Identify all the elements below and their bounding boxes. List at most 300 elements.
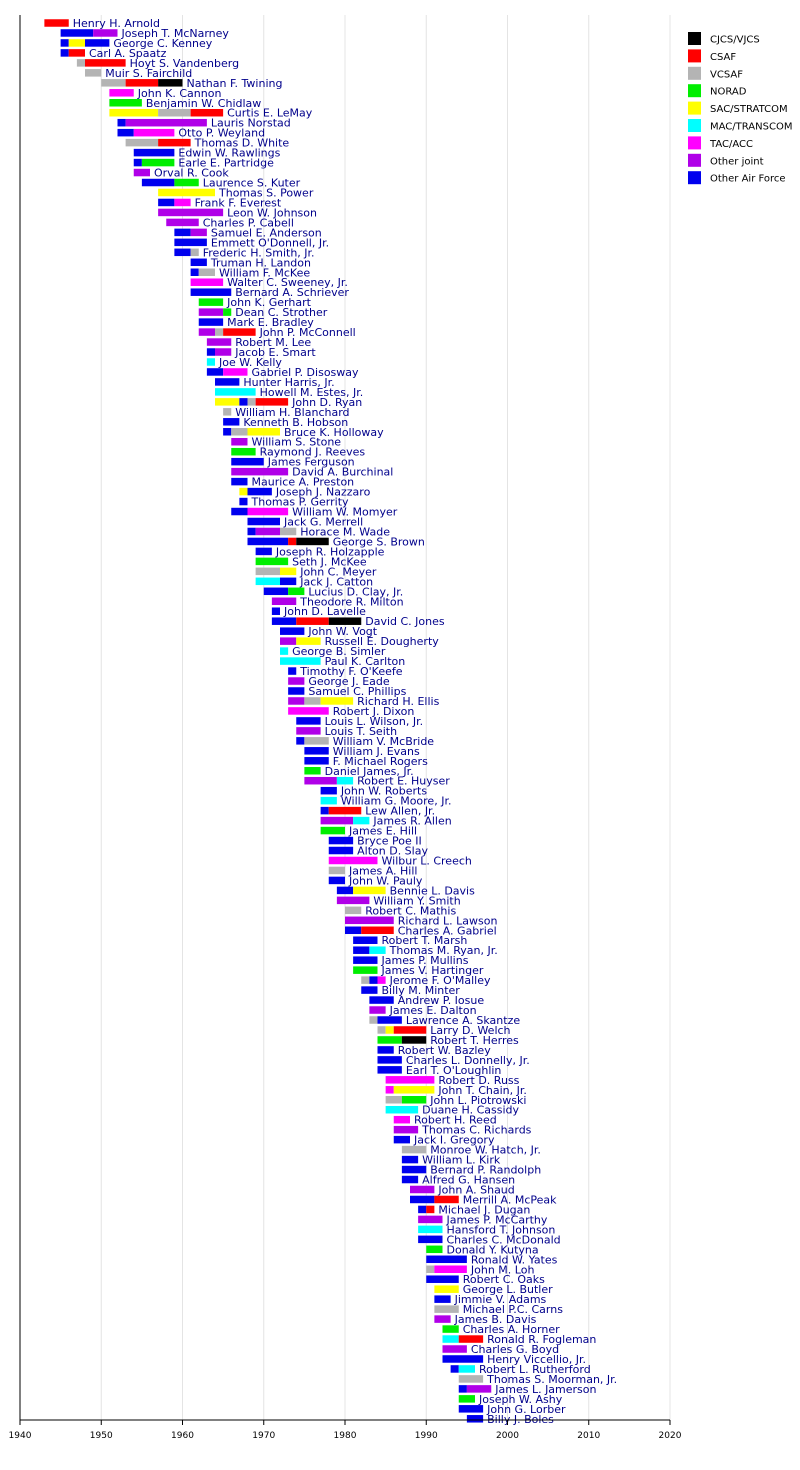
x-tick-label-1990: 1990 [414,1431,438,1441]
officer-label: William Y. Smith [373,894,461,908]
officer-label: George S. Brown [332,535,425,549]
officer-label: Robert H. Reed [414,1113,497,1127]
bar-segment-81-0 [321,827,345,835]
officer-label: Charles G. Boyd [470,1343,560,1357]
bar-segment-38-0 [215,398,239,406]
officer-label: Walter C. Sweeney, Jr. [227,276,348,290]
bar-segment-16-0 [142,179,175,187]
officer-label: John D. Lavelle [284,605,366,619]
bar-segment-71-0 [296,727,320,735]
bar-segment-114-0 [402,1156,418,1164]
officer-label: Bernard A. Schriever [235,286,349,300]
bar-segment-65-0 [288,667,296,675]
officer-label: Lauris Norstad [210,116,291,130]
officer-label: William J. Evans [332,744,420,758]
officer-label: John A. Shaud [438,1183,515,1197]
legend-label-no: NORAD [710,86,747,98]
bar-segment-66-0 [288,677,304,685]
officer-label: Daniel James, Jr. [324,764,414,778]
bar-segment-33-1 [215,348,231,356]
bar-segment-73-0 [304,747,328,755]
officer-label: Curtis E. LeMay [227,106,313,120]
bar-segment-41-1 [231,428,247,436]
bar-segment-49-1 [248,508,289,516]
bar-segment-109-0 [386,1106,419,1114]
bar-segment-137-1 [467,1385,491,1393]
bar-segment-31-0 [199,328,215,336]
officer-label: David A. Burchinal [292,465,394,479]
bar-segment-51-2 [280,528,296,536]
bar-segment-57-1 [288,588,304,596]
bar-segment-64-0 [280,657,321,665]
bar-segment-60-1 [296,617,329,625]
officer-label: Gabriel P. Disosway [251,365,359,379]
bar-segment-5-0 [85,69,101,77]
bar-segment-135-1 [459,1365,475,1373]
bar-segment-119-1 [426,1206,434,1214]
officer-label: Robert D. Russ [438,1073,520,1087]
legend-swatch-sa [688,102,701,115]
bar-segment-135-0 [451,1365,459,1373]
officer-label: Billy J. Boles [487,1412,554,1426]
bar-segment-23-1 [191,249,199,257]
bar-segment-123-0 [426,1246,442,1254]
officer-label: Bryce Poe II [357,834,422,848]
bar-segment-10-0 [118,119,126,127]
bar-segment-10-1 [126,119,207,127]
officer-label: Bruce K. Holloway [284,425,384,439]
bar-segment-12-1 [158,139,191,147]
bar-segment-93-0 [353,946,369,954]
officer-label: Leon W. Johnson [227,206,317,220]
bar-segment-94-0 [353,956,377,964]
officer-label: Charles A. Horner [462,1323,560,1337]
officer-label: Charles P. Cabell [202,216,294,230]
bar-segment-103-0 [378,1046,394,1054]
bar-segment-100-1 [378,1016,402,1024]
legend-label-cj: CJCS/VJCS [710,34,760,46]
bar-segment-132-0 [443,1335,459,1343]
officer-label: Timothy F. O'Keefe [300,665,403,679]
officer-label: Kenneth B. Hobson [243,415,349,429]
officer-label: Seth J. McKee [292,555,367,569]
officer-label: James R. Allen [373,814,452,828]
bar-segment-133-0 [443,1345,467,1353]
bar-segment-53-0 [256,548,272,556]
officer-label: David C. Jones [365,615,445,629]
bar-segment-12-0 [126,139,159,147]
bar-segment-52-0 [248,538,289,546]
officer-label: James Ferguson [267,455,355,469]
bar-segment-19-0 [158,209,223,217]
bar-segment-74-0 [304,757,328,765]
officer-label: John D. Ryan [292,395,363,409]
officer-label: William L. Kirk [422,1153,501,1167]
officer-label: Muir S. Fairchild [105,66,193,80]
legend-label-ta: TAC/ACC [710,138,753,150]
bar-segment-96-1 [369,976,377,984]
officer-label: Samuel C. Phillips [308,684,407,698]
bar-segment-41-0 [223,428,231,436]
bar-segment-93-1 [369,946,385,954]
officer-label: John K. Gerhart [227,296,311,310]
bar-segment-87-0 [337,887,353,895]
bar-segment-38-1 [239,398,247,406]
officer-label: Henry H. Arnold [72,17,160,30]
legend-label-oa: Other Air Force [710,173,786,185]
bar-segment-95-0 [353,966,377,974]
officer-label: Laurence S. Kuter [202,176,301,190]
bar-segment-35-0 [207,368,223,376]
officer-label: Alton D. Slay [357,844,428,858]
bar-segment-40-0 [223,418,239,426]
officer-label: Thomas C. Richards [422,1123,532,1137]
bar-segment-57-0 [264,588,288,596]
officer-label: George J. Eade [308,675,390,689]
officer-label: John L. Piotrowski [430,1093,527,1107]
bar-segment-68-2 [321,697,354,705]
bar-segment-110-0 [394,1116,410,1124]
bar-segment-30-0 [199,318,223,326]
officer-label: Henry Viccellio, Jr. [487,1352,587,1366]
officer-label: Robert T. Herres [430,1033,519,1047]
bar-segment-137-0 [459,1385,467,1393]
bar-segment-2-2 [85,39,109,47]
officer-label: Paul K. Carlton [324,655,406,669]
bar-segment-38-3 [256,398,289,406]
legend [688,32,792,185]
bar-segment-25-1 [199,269,215,277]
officer-label: Joseph T. McNarney [121,26,229,40]
bar-segment-101-1 [386,1026,394,1034]
bar-segment-4-1 [85,59,126,67]
bar-segment-47-0 [239,488,247,496]
bar-segment-15-0 [134,169,150,177]
officer-label: John C. Meyer [300,565,377,579]
bar-segment-98-0 [369,996,393,1004]
bar-segment-82-0 [329,837,353,845]
bar-segment-68-0 [288,697,304,705]
bar-segment-88-0 [337,897,370,905]
bar-segment-136-0 [459,1375,483,1383]
bar-segment-58-0 [272,598,296,606]
officer-label: Robert C. Oaks [462,1273,545,1287]
officer-label: Theodore R. Milton [300,595,404,609]
officer-label: Orval R. Cook [154,166,229,180]
officer-label: Charles L. Donnelly, Jr. [405,1053,530,1067]
bar-segment-122-0 [418,1236,442,1244]
bar-segment-121-0 [418,1226,442,1234]
bar-segment-80-1 [353,817,369,825]
bar-segment-52-2 [296,538,329,546]
bar-segment-125-0 [426,1266,434,1274]
bar-segment-2-1 [69,39,85,47]
bar-segment-6-2 [158,79,182,87]
bar-segment-101-0 [378,1026,386,1034]
bar-segment-42-0 [231,438,247,446]
officer-label: Joe W. Kelly [219,355,282,369]
bar-segment-61-0 [280,627,304,635]
bar-segment-76-0 [304,777,337,785]
bar-segment-29-0 [199,308,223,316]
bar-segment-125-1 [434,1266,467,1274]
bar-segment-11-1 [134,129,175,137]
officer-label: Otto P. Weyland [178,126,266,140]
officer-label: Earl T. O'Loughlin [405,1063,502,1077]
bar-segment-18-0 [158,199,174,207]
x-tick-label-1960: 1960 [171,1431,194,1441]
bar-segment-56-1 [280,578,296,586]
officer-label: Robert M. Lee [235,336,312,350]
x-tick-label-1940: 1940 [8,1431,32,1441]
officer-label: George B. Simler [292,645,386,659]
officer-label: Louis T. Seith [324,724,398,738]
bar-segment-127-0 [434,1285,458,1293]
bar-segment-14-0 [134,159,142,167]
bar-segment-56-0 [256,578,280,586]
officer-label: James E. Dalton [389,1004,477,1018]
officer-label: Lawrence A. Skantze [405,1014,521,1027]
legend-swatch-vc [688,67,701,80]
bar-segment-92-0 [353,936,377,944]
officer-label: Earle E. Partridge [178,156,274,170]
bar-segment-36-0 [215,378,239,386]
officer-label: Larry D. Welch [430,1023,511,1037]
bar-segment-118-0 [410,1196,434,1204]
bar-segment-0-0 [44,19,68,27]
bar-segment-108-1 [402,1096,426,1104]
bar-segment-67-0 [288,687,304,695]
bar-segment-139-0 [459,1405,483,1413]
officer-label: Thomas S. Moorman, Jr. [487,1372,618,1386]
legend-label-ma: MAC/TRANSCOM [710,121,793,133]
officer-label: James E. Hill [349,824,418,838]
officer-label: John W. Roberts [340,784,428,798]
bar-segment-54-0 [256,558,289,566]
officer-label: John K. Cannon [137,86,222,100]
bar-segment-77-0 [321,787,337,795]
legend-label-oj: Other joint [710,156,764,168]
officer-label: Jack G. Merrell [284,515,364,529]
bar-segment-62-1 [296,637,320,645]
bar-segment-51-0 [248,528,256,536]
bar-segment-18-1 [174,199,190,207]
bar-segment-2-0 [61,39,69,47]
bar-segment-96-0 [361,976,369,984]
legend-label-sa: SAC/STRATCOM [710,104,788,116]
bar-segment-72-1 [304,737,328,745]
bar-segment-9-0 [109,109,158,117]
officer-label: Donald Y. Kutyna [446,1243,539,1257]
officer-label: Hansford T. Johnson [446,1223,556,1237]
officer-label: Michael J. Dugan [438,1203,531,1217]
officer-label: F. Michael Rogers [332,754,428,768]
bar-segment-97-0 [361,986,377,994]
bar-segment-17-0 [158,189,215,197]
officer-label: Richard H. Ellis [357,694,440,708]
officer-label: William S. Stone [251,435,342,449]
bar-segment-4-0 [77,59,85,67]
bar-segment-41-2 [248,428,281,436]
x-tick-label-2000: 2000 [496,1431,519,1441]
officer-label: Monroe W. Hatch, Jr. [430,1143,541,1157]
officer-label: Hunter Harris, Jr. [243,375,335,389]
officer-label: Charles A. Gabriel [397,924,497,938]
bar-segment-60-2 [329,617,362,625]
officer-label: Thomas D. White [194,136,290,150]
bar-segment-131-0 [443,1325,459,1333]
legend-swatch-ta [688,136,701,149]
officer-label: Nathan F. Twining [186,76,283,90]
bar-segment-70-0 [296,717,320,725]
officer-label: Mark E. Bradley [227,316,314,330]
officer-label: John W. Pauly [349,874,423,888]
bar-segment-126-0 [426,1275,459,1283]
bar-segment-43-0 [231,448,255,456]
officer-label: William V. McBride [332,734,435,748]
officer-label: Louis L. Wilson, Jr. [324,714,424,728]
bar-segment-34-0 [207,358,215,366]
officer-label: Robert T. Marsh [381,934,468,948]
bar-segment-6-1 [126,79,159,87]
officer-label: Richard L. Lawson [397,914,498,928]
bar-segment-85-0 [329,867,345,875]
officer-label: Jack I. Gregory [414,1133,495,1147]
bar-segment-79-0 [321,807,329,815]
bar-segment-119-0 [418,1206,426,1214]
bar-segment-37-0 [215,388,256,396]
bar-segment-13-0 [134,149,175,157]
bar-segment-32-0 [207,338,231,346]
officer-label: Joseph R. Holzapple [275,545,385,559]
officer-label: William G. Moore, Jr. [340,794,452,808]
bar-segment-118-1 [434,1196,458,1204]
bar-segment-105-0 [378,1066,402,1074]
bar-segment-75-0 [304,767,320,775]
bar-segment-51-1 [256,528,280,536]
bar-segment-96-2 [378,976,386,984]
officer-label: Ronald W. Yates [470,1253,558,1267]
officer-label: William H. Blanchard [235,405,350,419]
officer-label: Thomas M. Ryan, Jr. [389,944,498,958]
legend-label-cs: CSAF [710,51,737,63]
officer-label: Samuel E. Anderson [210,226,322,240]
bar-segment-28-0 [199,298,223,306]
bar-segment-107-1 [394,1086,435,1094]
officer-label: Andrew P. Iosue [397,994,485,1008]
officer-label: Emmett O'Donnell, Jr. [210,236,330,250]
legend-swatch-cj [688,32,701,45]
bar-segment-62-0 [280,637,296,645]
bar-segment-35-1 [223,368,247,376]
bar-segment-117-0 [410,1186,434,1194]
bar-segment-60-0 [272,617,296,625]
bar-segment-80-0 [321,817,354,825]
officer-label: John M. Loh [470,1263,535,1277]
legend-swatch-oj [688,154,701,167]
officer-label: James P. McCarthy [446,1213,548,1227]
bar-segment-33-0 [207,348,215,356]
officer-label: Michael P.C. Carns [462,1303,563,1317]
bar-segment-76-1 [337,777,353,785]
bar-segment-79-1 [329,807,362,815]
officer-label: Edwin W. Rawlings [178,146,281,160]
officer-label: Bennie L. Davis [389,884,475,898]
x-tick-label-2010: 2010 [577,1431,601,1441]
bar-segment-113-0 [402,1146,426,1154]
officer-label: Billy M. Minter [381,984,460,998]
bar-segment-9-2 [191,109,224,117]
bar-segment-21-0 [174,229,190,237]
officer-label: Jimmie V. Adams [454,1293,547,1307]
officer-label: William F. McKee [219,266,311,280]
officer-label: John T. Chain, Jr. [438,1083,527,1097]
officer-label: Joseph W. Ashy [479,1392,563,1406]
officer-label: Dean C. Strother [235,306,328,320]
bar-segment-6-0 [101,79,125,87]
bar-segment-68-1 [304,697,320,705]
bar-segment-132-1 [459,1335,483,1343]
bar-segment-31-2 [223,328,256,336]
officer-label: Carl A. Spaatz [89,46,167,60]
bar-segment-101-2 [394,1026,427,1034]
bar-segment-1-0 [61,29,94,37]
bar-segment-23-0 [174,249,190,257]
bar-segment-52-1 [288,538,296,546]
bar-segment-1-1 [93,29,117,37]
officer-label: Jack J. Catton [300,575,374,589]
officer-label: Jerome F. O'Malley [389,974,491,988]
bar-segment-29-1 [223,308,231,316]
bar-segment-134-0 [443,1355,484,1363]
bar-segment-86-0 [329,877,345,885]
bar-segment-138-0 [459,1395,475,1403]
officer-label: George L. Butler [462,1283,553,1297]
bar-segment-87-1 [353,887,386,895]
bar-segment-38-2 [248,398,256,406]
officer-label: John G. Lorber [487,1402,566,1416]
bar-segment-26-0 [191,278,224,286]
bar-segment-104-0 [378,1056,402,1064]
bar-segment-8-0 [109,99,142,107]
officer-label: Robert C. Mathis [365,904,457,918]
bar-segment-48-0 [239,498,247,506]
officer-label: Robert W. Bazley [397,1043,491,1057]
bar-segment-24-0 [191,259,207,267]
bar-segment-11-0 [118,129,134,137]
officer-label: Joseph J. Nazzaro [275,485,371,499]
officer-label: John W. Vogt [308,625,378,639]
bar-segment-91-0 [345,927,361,935]
officer-label: Merrill A. McPeak [462,1193,557,1207]
bar-segment-55-1 [280,568,296,576]
bar-segment-7-0 [109,89,133,97]
bar-segment-9-1 [158,109,191,117]
bar-segment-45-0 [231,468,288,476]
bar-segment-63-0 [280,647,288,655]
bar-segment-78-0 [321,797,337,805]
officer-label: James A. Hill [349,864,418,878]
officer-label: Truman H. Landon [210,256,311,270]
bar-segment-140-0 [467,1415,483,1423]
bar-segment-124-0 [426,1256,467,1264]
bar-segment-111-0 [394,1126,418,1134]
officer-label: Russell E. Dougherty [324,635,439,649]
bar-segment-107-0 [386,1086,394,1094]
officer-label: Raymond J. Reeves [259,445,366,459]
officer-label: Benjamin W. Chidlaw [145,96,262,110]
officer-label: Maurice A. Preston [251,475,355,489]
